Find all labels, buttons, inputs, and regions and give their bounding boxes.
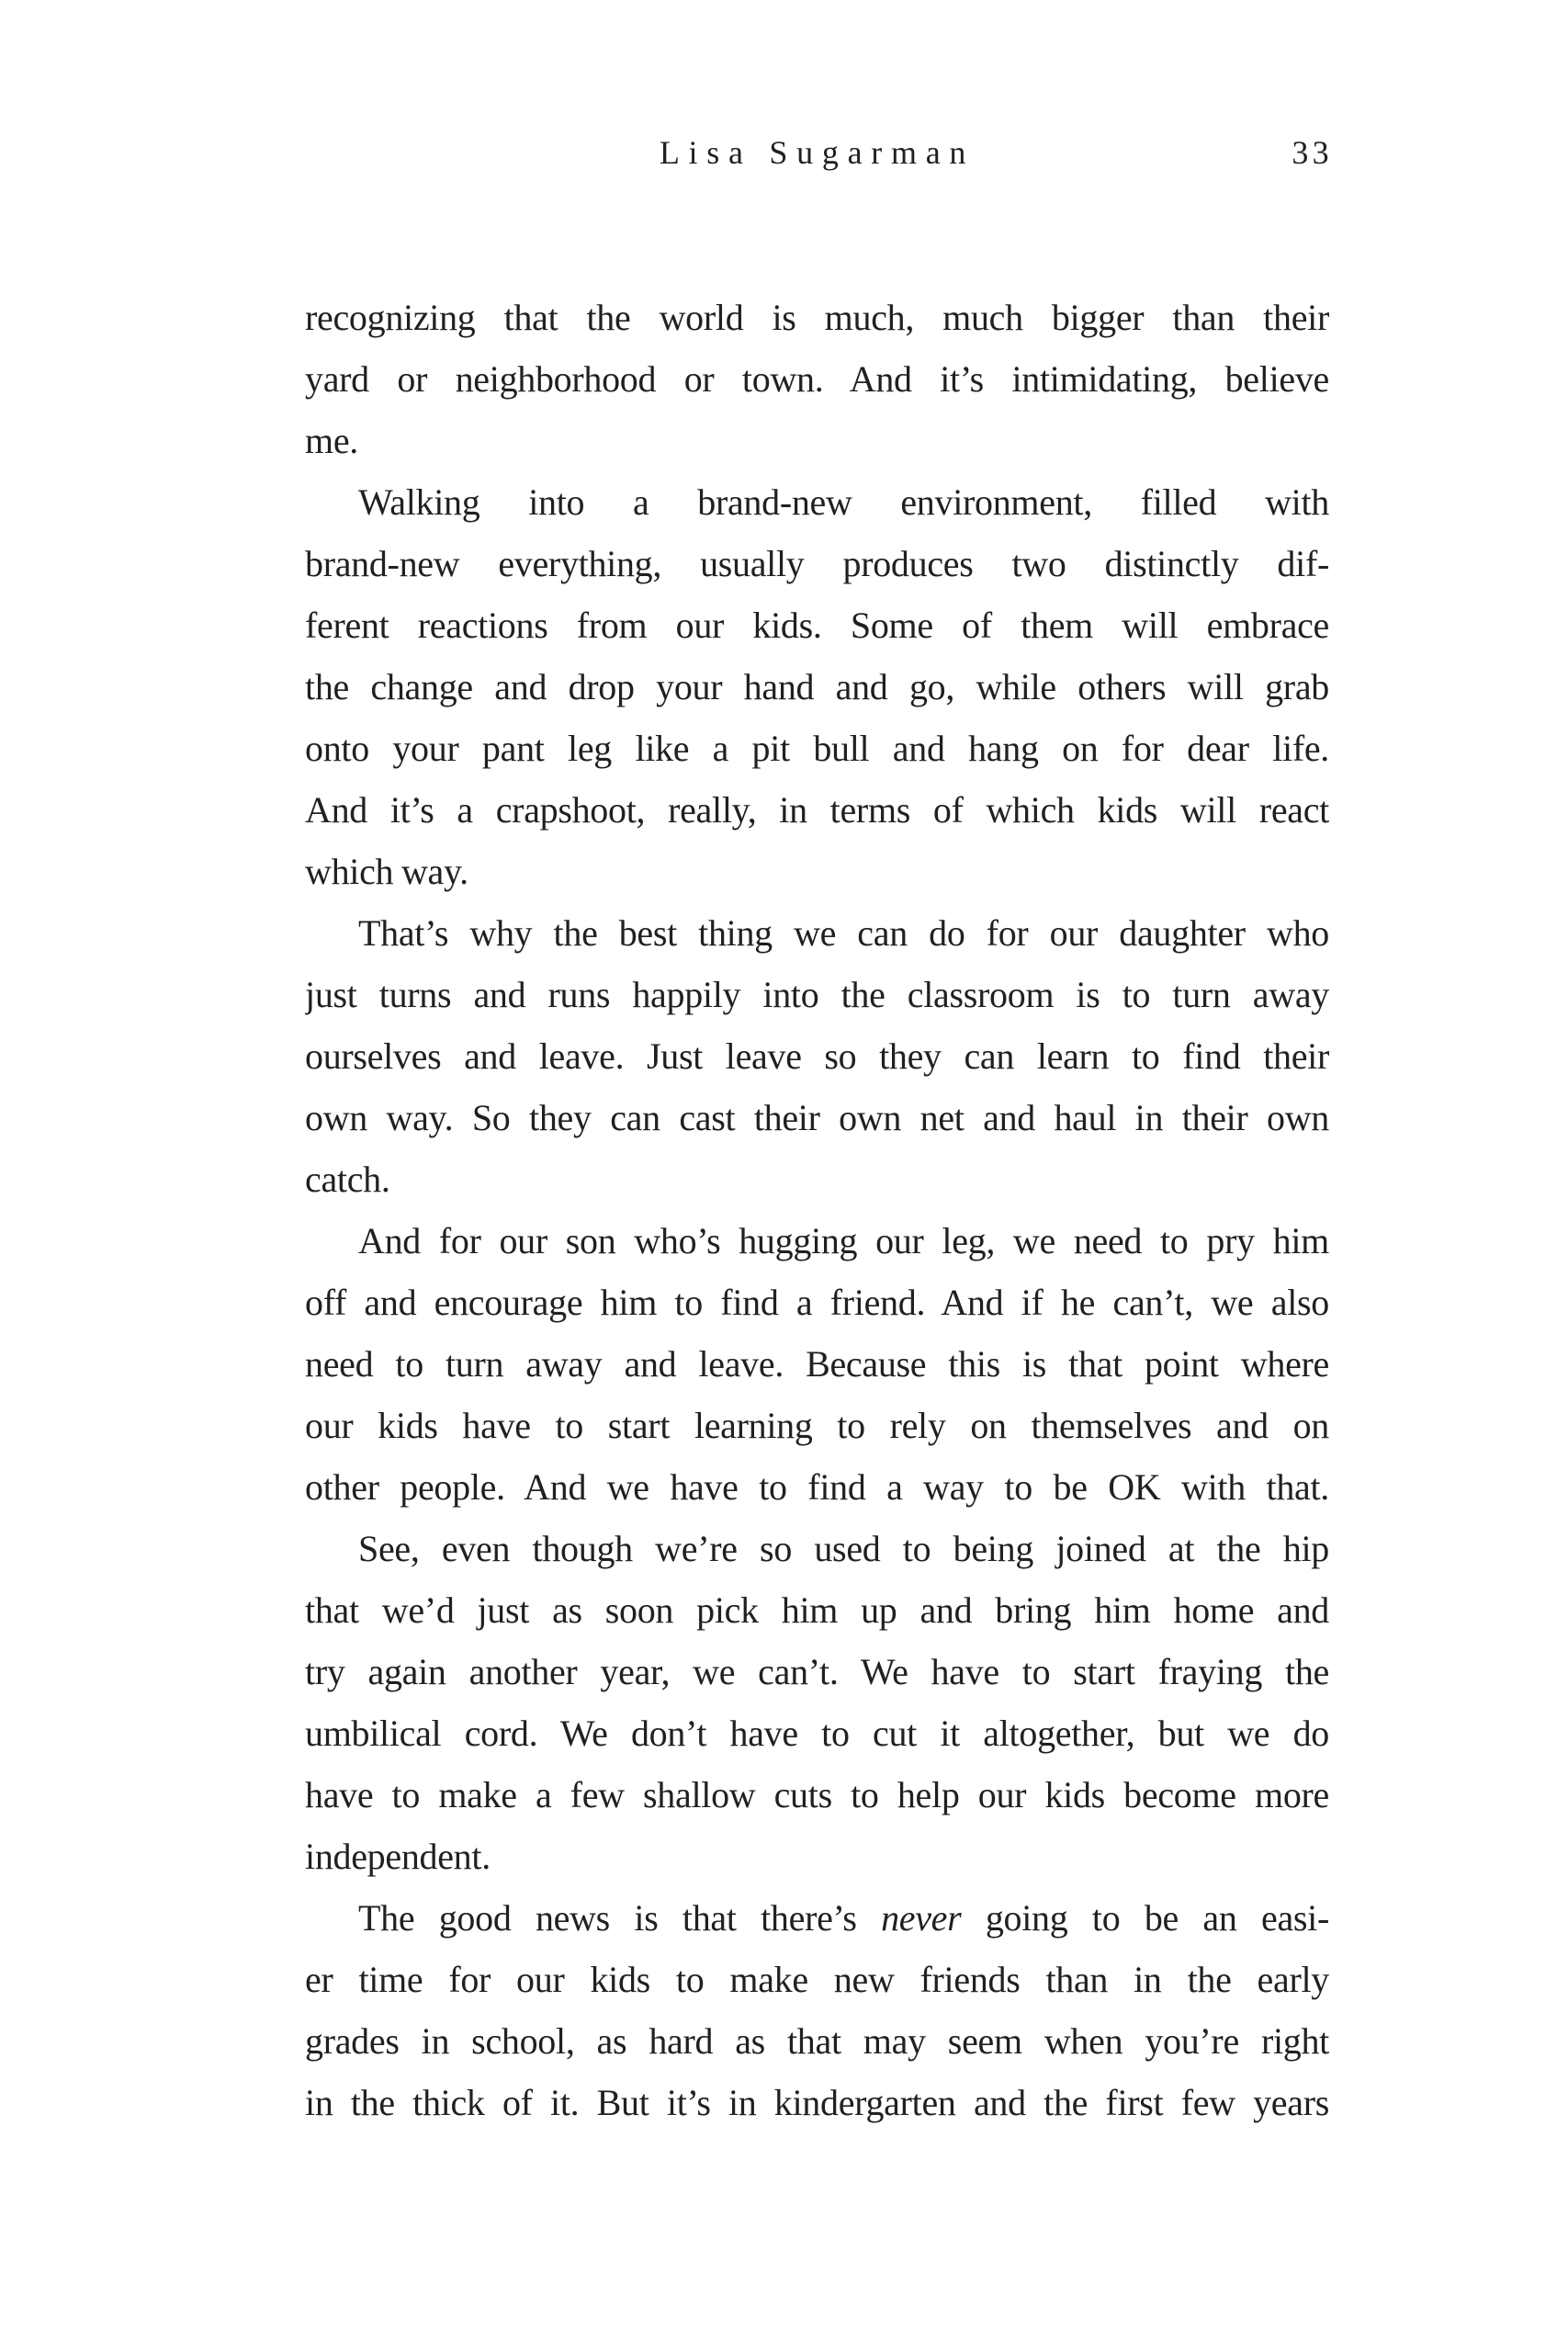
body-line — [305, 287, 1329, 348]
body-text-segment: off and encourage him to find a friend. And if he can’t, we also — [305, 1282, 1329, 1323]
body-line — [305, 594, 1329, 656]
body-text-segment: going to be an easi- — [961, 1897, 1329, 1939]
page-number: 33 — [1292, 134, 1333, 171]
body-text-segment: catch. — [305, 1159, 390, 1200]
body-text-segment: try again another year, we can’t. We have to start fraying the — [305, 1651, 1329, 1692]
body-text-segment: which way. — [305, 851, 468, 892]
body-text-segment: grades in school, as hard as that may seem when you’re right — [305, 2020, 1329, 2062]
body-line — [305, 1702, 1329, 1764]
body-text-segment: need to turn away and leave. Because this is that point where — [305, 1343, 1329, 1385]
body-line — [305, 1579, 1329, 1641]
body-line — [305, 718, 1329, 779]
body-line — [305, 1333, 1329, 1395]
body-text-segment: brand-new everything, usually produces two distinctly dif- — [305, 543, 1329, 584]
running-header-author: Lisa Sugarman — [659, 134, 976, 171]
body-line — [305, 1395, 1329, 1456]
body-line — [305, 2010, 1329, 2072]
body-line — [305, 902, 1329, 964]
body-text-segment: independent. — [305, 1836, 491, 1877]
body-line — [305, 841, 1329, 902]
body-line — [305, 1949, 1329, 2010]
body-line — [305, 1148, 1329, 1210]
body-text-segment: me. — [305, 420, 358, 461]
body-text-segment: the change and drop your hand and go, while others will grab — [305, 666, 1329, 707]
body-text-segment: ourselves and leave. Just leave so they can learn to find their — [305, 1035, 1329, 1077]
body-line — [305, 471, 1329, 533]
body-text-segment: yard or neighborhood or town. And it’s intimidating, believe — [305, 358, 1329, 400]
body-text-segment: our kids have to start learning to rely on themselves and on — [305, 1405, 1329, 1446]
body-text-segment: And it’s a crapshoot, really, in terms of which kids will react — [305, 789, 1329, 831]
body-line — [305, 533, 1329, 594]
body-line — [305, 779, 1329, 841]
body-text-segment-italic: never — [881, 1897, 962, 1939]
body-text-segment: other people. And we have to find a way to be OK with that. — [305, 1466, 1329, 1508]
body-line — [305, 1887, 1329, 1949]
running-header — [305, 134, 1333, 175]
body-line — [305, 1826, 1329, 1887]
body-line — [305, 1641, 1329, 1702]
body-text-segment: Walking into a brand-new environment, filled with — [358, 481, 1329, 523]
body-text-segment: That’s why the best thing we can do for our daughter who — [358, 912, 1329, 954]
body-line — [305, 1210, 1329, 1272]
body-line — [305, 1518, 1329, 1579]
body-text-segment: See, even though we’re so used to being joined at the hip — [358, 1528, 1329, 1569]
body-line — [305, 964, 1329, 1025]
body-text-segment: in the thick of it. But it’s in kindergarten and the first few years — [305, 2082, 1329, 2123]
body-text-segment: that we’d just as soon pick him up and bring him home and — [305, 1589, 1329, 1631]
body-line — [305, 1087, 1329, 1148]
body-line — [305, 1272, 1329, 1333]
body-line — [305, 1764, 1329, 1826]
body-text-segment: The good news is that there’s — [358, 1897, 882, 1939]
body-line — [305, 1025, 1329, 1087]
body-text-segment: er time for our kids to make new friends than in the early — [305, 1959, 1329, 2000]
body-text-segment: onto your pant leg like a pit bull and hang on for dear life. — [305, 728, 1329, 769]
body-text-segment: umbilical cord. We don’t have to cut it altogether, but we do — [305, 1713, 1329, 1754]
body-text-segment: have to make a few shallow cuts to help our kids become more — [305, 1774, 1329, 1815]
body-line — [305, 348, 1329, 410]
body-text-segment: recognizing that the world is much, much bigger than their — [305, 297, 1329, 338]
body-text-segment: own way. So they can cast their own net and haul in their own — [305, 1097, 1329, 1138]
body-line — [305, 656, 1329, 718]
body-text-segment: ferent reactions from our kids. Some of them will embrace — [305, 605, 1329, 646]
body-line — [305, 2072, 1329, 2133]
body-text-segment: just turns and runs happily into the classroom is to turn away — [305, 974, 1329, 1015]
body-line — [305, 1456, 1329, 1518]
body-text-segment: And for our son who’s hugging our leg, we need to pry him — [358, 1220, 1329, 1261]
body-text — [305, 287, 1329, 2133]
body-line — [305, 410, 1329, 471]
